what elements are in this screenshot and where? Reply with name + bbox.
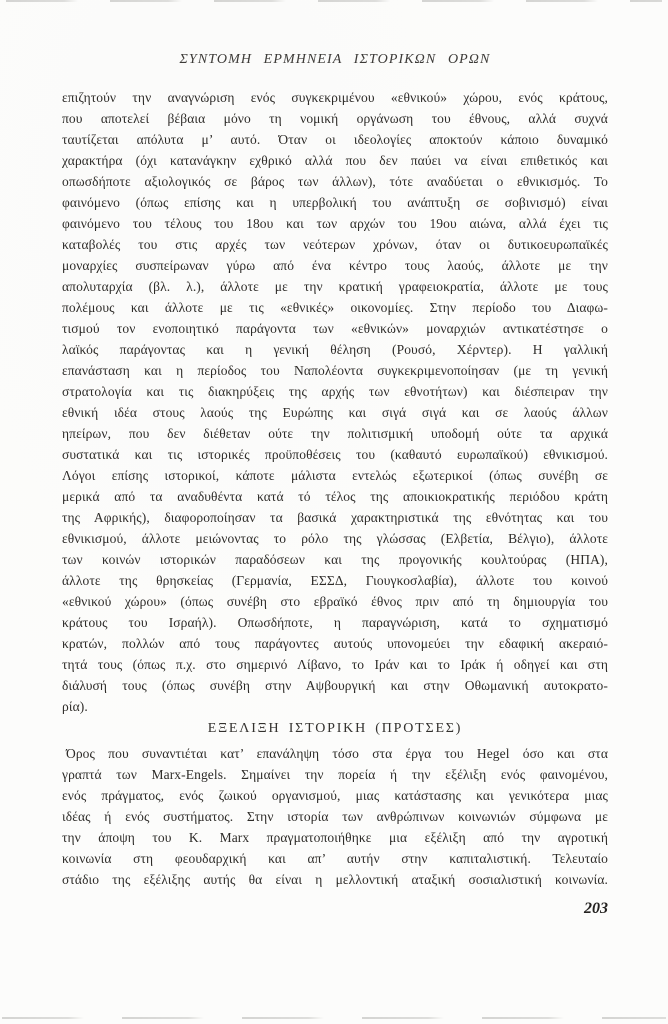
page-number: 203 (584, 900, 608, 917)
text-line: εθνικισμού, άλλοτε μειώνοντας το ρόλο της γλώσσας (Ελβετία, Βέλγιο), άλλοτε (62, 531, 608, 546)
text-line: «εθνικού χώρου» (όπως συνέβη στο εβραϊκό έθνος πριν από τη δημιουργία του (62, 594, 608, 609)
text-line: που αποτελεί βέβαια μόνο τη νομική οργάνωση του έθνους, αλλά συχνά (62, 111, 608, 126)
text-line: φαινόμενο του τέλους του 18ου και των αρχών του 19ου αιώνα, αλλά έχει τις (62, 216, 608, 231)
text-line: στάδιο της εξέλιξης αυτής θα είναι η μελλοντική αταξική σοσιαλιστική κοινωνία. (62, 872, 608, 887)
text-line: καταβολές του στις αρχές των νεότερων χρόνων, όταν οι δυτικοευρωπαϊκές (62, 237, 608, 252)
text-line: οπωσδήποτε αξιολογικός σε βάρος των άλλων), τότε αναδύεται ο εθνικισμός. Το (62, 174, 608, 189)
text-line: συστατικά και τις ιστορικές προϋποθέσεις του (καθαυτό ευρωπαϊκού) εθνικισμού. (62, 447, 608, 462)
text-block (62, 87, 608, 890)
text-line: την άποψη του Κ. Marx πραγματοποιήθηκε μια εξέλιξη από την αγροτική (62, 830, 608, 845)
text-line: ηπείρων, που δεν διέθεταν ούτε την πολιτισμική υποδομή ούτε τα αρχικά (62, 426, 608, 441)
text-line: εθνική ιδέα στους λαούς της Ευρώπης και σιγά σιγά και σε λαούς άλλων (62, 405, 608, 420)
text-line: πολέμους και άλλοτε με τις «εθνικές» οικονομίες. Στην περίοδο του Διαφω- (62, 300, 608, 315)
text-line: ταυτίζεται απόλυτα μ’ αυτό. Όταν οι ιδεολογίες αποκτούν κάποιο δυναμικό (62, 132, 608, 147)
text-line: κράτους του Ισραήλ). Οπωσδήποτε, η παραγνώριση, κατά το σχηματισμό (62, 615, 608, 630)
scan-edge-top (6, 0, 662, 2)
text-line: των κοινών ιστορικών παραδόσεων και της προγονικής κουλτούρας (ΗΠΑ), (62, 552, 608, 567)
text-line: της Αφρικής), διαφοροποίησαν τα βασικά χαρακτηριστικά της εθνότητας και του (62, 510, 608, 525)
text-line: τισμού τον ενοποιητικό παράγοντα των «εθνικών» μοναρχιών αντικατέστησε ο (62, 321, 608, 336)
text-line: μοναρχίες συσπείρωναν γύρω από ένα κέντρο τους λαούς, άλλοτε με την (62, 258, 608, 273)
text-line: μερικά από τα αναδυθέντα κατά τό τέλος της αποικιοκρατικής περιόδου κράτη (62, 489, 608, 504)
text-line: στρατολογία και τις διακηρύξεις της αρχής των εθνοτήτων) και διέσπειραν την (62, 384, 608, 399)
section-heading: ΕΞΕΛΙΞΗ ΙΣΤΟΡΙΚΗ (ΠΡΟΤΣΕΣ) (207, 721, 463, 736)
text-line: Λόγοι επίσης ιστορικοί, κάποτε μάλιστα εντελώς εξωτερικοί (όπως συνέβη σε (62, 468, 608, 483)
paragraph-exelixi-istoriki (62, 743, 608, 890)
text-line: επιζητούν την αναγνώριση ενός συγκεκριμένου «εθνικού» χώρου, ενός κράτους, (62, 90, 608, 105)
text-line: ιδέας ή ενός συστήματος. Στην ιστορία των ανθρώπινων κοινωνιών σύμφωνα με (62, 809, 608, 824)
text-line: κρατών, πολλών από τους παράγοντες αυτούς υπονομεύει την εδαφική ακεραιό- (62, 636, 608, 651)
scan-edge-bottom (2, 1017, 666, 1019)
running-header: ΣΥΝΤΟΜΗ ΕΡΜΗΝΕΙΑ ΙΣΤΟΡΙΚΩΝ ΟΡΩΝ (179, 52, 491, 67)
text-line: ρία). (62, 699, 88, 714)
text-line: άλλοτε της θρησκείας (Γερμανία, ΕΣΣΔ, Γιουγκοσλαβία), άλλοτε του κοινού (62, 573, 608, 588)
text-line: Όρος που συναντιέται κατ’ επανάληψη τόσο στα έργα του Hegel όσο και στα (66, 746, 608, 761)
text-line: φαινόμενο (όπως επίσης και η υπερβολική του ανάπτυξη σε σοβινισμό) είναι (62, 195, 608, 210)
text-line: κοινωνία στη φεουδαρχική και απ’ αυτήν στην καπιταλιστική. Τελευταίο (62, 851, 608, 866)
text-line: λαϊκός παράγοντας και η γενική θέληση (Ρουσό, Χέρντερ). Η γαλλική (62, 342, 608, 357)
text-line: γραπτά των Marx-Engels. Σημαίνει την πορεία ή την εξέλιξη ενός φαινομένου, (62, 767, 608, 782)
text-line: διάλυσή τους (όπως συνέβη στην Αψβουργική και στην Οθωμανική αυτοκρατο- (62, 678, 608, 693)
text-line: χαρακτήρα (όχι κατανάγκην εχθρικό αλλά που δεν παύει να είναι επιθετικός και (62, 153, 608, 168)
text-line: τητά τους (όπως π.χ. στο σημερινό Λίβανο, το Ιράν και το Ιράκ ή οδηγεί και στη (62, 657, 608, 672)
paragraph-ethnikismos (62, 87, 608, 717)
text-line: επανάσταση και η περίοδος του Ναπολέοντα συγκεκριμενοποίησαν (με τη γενική (62, 363, 608, 378)
text-line: απολυταρχία (βλ. λ.), άλλοτε με την κρατική γραφειοκρατία, άλλοτε με τους (62, 279, 608, 294)
text-line: ενός πράγματος, ενός ζωικού οργανισμού, μιας κατάστασης και γενικότερα μιας (62, 788, 608, 803)
